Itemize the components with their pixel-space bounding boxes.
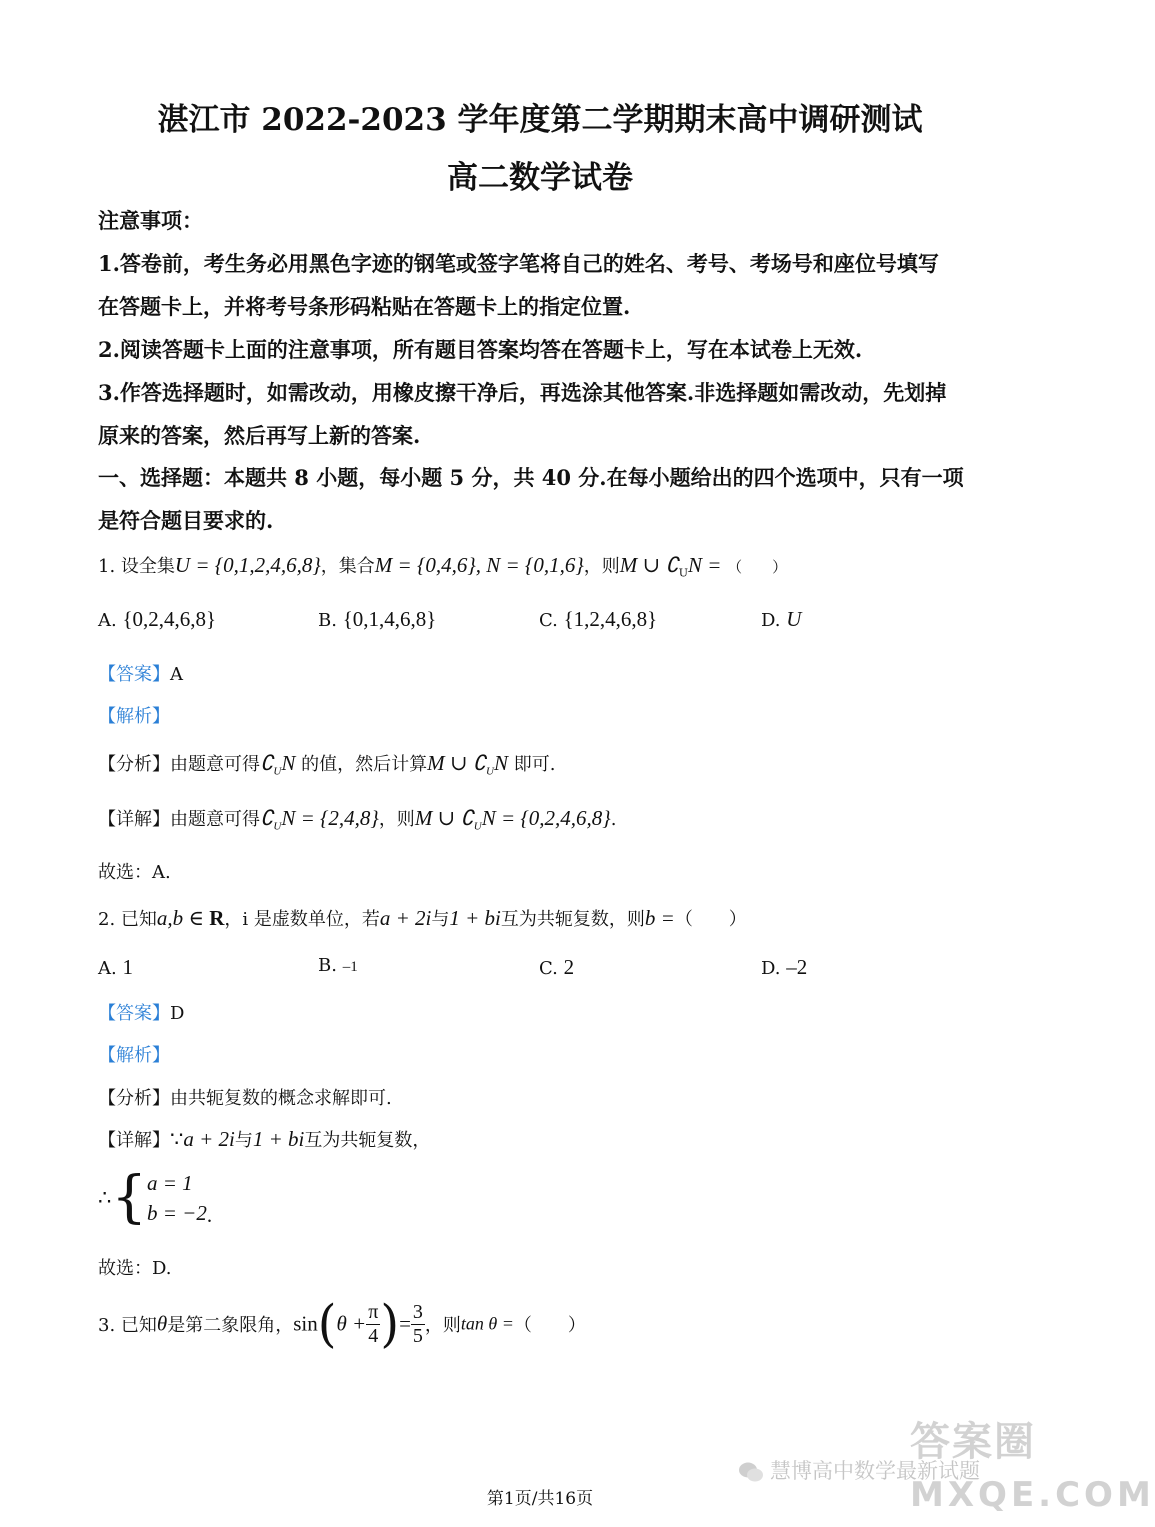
q2-fenxi: 【分析】由共轭复数的概念求解即可. (98, 1088, 392, 1109)
system-brace: { (111, 1165, 148, 1230)
notice-item-3a: 3.作答选择题时，如需改动，用橡皮擦干净后，再选涂其他答案.非选择题如需改动，先划掉 (98, 380, 947, 405)
q1-prefix: 1. 设全集 (98, 556, 175, 577)
pi-over-4: $\frac{\pi}{4}$ (368, 1300, 379, 1347)
q2-option-d-value: –2 (786, 955, 808, 979)
q1-answer (98, 660, 183, 686)
question-3: 3. 已知θ是第二象限角，sin(θ + $\frac{\pi}{4}$ )= $\frac{3}{5}$ ，则tan θ =（ ） (98, 1294, 586, 1354)
notice-item-1b: 在答题卡上，并将考号条形码粘贴在答题卡上的指定位置. (98, 294, 631, 319)
q1-option-d-value: U (786, 607, 802, 631)
q1-sets: M = {0,4,6}, N = {0,1,6} (374, 553, 584, 577)
q1-answer-value: A (170, 664, 183, 685)
notice-item-3b: 原来的答案，然后再写上新的答案. (98, 423, 421, 448)
question-1 (98, 552, 787, 580)
notice-item-2: 2.阅读答题卡上面的注意事项，所有题目答案均答在答题卡上，写在本试卷上无效. (98, 337, 863, 362)
q1-expr: M ∪ ∁ (619, 553, 679, 577)
q1-answer-paren: （ ） (727, 558, 788, 576)
q1-option-c-value: {1,2,4,6,8} (563, 607, 658, 631)
q1-mid: ，集合 (320, 556, 375, 577)
section-heading-a: 一、选择题：本题共 8 小题，每小题 5 分，共 40 分.在每小题给出的四个选项中，只有一项 (98, 465, 964, 490)
q2-option-a: A. 1 (98, 955, 133, 979)
q1-expr-tail: N = (687, 553, 722, 577)
q1-choice: 故选：A. (98, 862, 171, 883)
q2-option-c: C. 2 (539, 955, 575, 979)
q1-option-c: C. {1,2,4,6,8} (539, 607, 658, 631)
page-number: 第1页/共16页 (486, 1489, 594, 1509)
q2-option-a-value: 1 (122, 955, 133, 979)
watermark-text: 慧博高中数学最新试题 (738, 1455, 980, 1485)
q2-xiangjie: 【详解】∵a + 2i与1 + bi互为共轭复数， (98, 1127, 431, 1151)
wechat-icon (738, 1461, 764, 1483)
section-heading-b: 是符合题目要求的. (98, 508, 274, 533)
notice-heading: 注意事项： (98, 208, 203, 233)
q2-option-d: D. –2 (761, 955, 808, 979)
watermark-logo: 答案圈 MXQE.COM (910, 1419, 1155, 1515)
q2-option-c-value: 2 (563, 955, 575, 979)
exam-title: 湛江市 2022-2023 学年度第二学期期末高中调研测试 (157, 102, 923, 138)
q1-option-d: D. U (761, 607, 802, 631)
q2-choice: 故选：D. (98, 1258, 172, 1279)
q1-then: ，则 (583, 556, 620, 577)
q2-answer: 【答案】D (98, 1003, 185, 1024)
question-2: 2. 已知a,b ∈ R，i 是虚数单位，若a + 2i与1 + bi互为共轭复数，则b =（ ） (98, 906, 747, 930)
q2-option-b-value: –1 (342, 959, 358, 975)
q1-analysis-tag: 【解析】 (98, 706, 170, 727)
q1-option-a: A. {0,2,4,6,8} (98, 607, 217, 631)
q2-option-b: B. –1 (318, 955, 358, 976)
three-fifths: $\frac{3}{5}$ (412, 1300, 423, 1347)
q1-option-a-value: {0,2,4,6,8} (122, 607, 217, 631)
q1-xiangjie: 【详解】由题意可得$∁_UN = \{2,4,8\}$，则M ∪ $∁_UN = \{0,2,4,6,8\}$. (98, 806, 617, 833)
q2-system: ∴{ a = 1 b = −2 . (98, 1165, 213, 1230)
q1-option-b: B. {0,1,4,6,8} (318, 607, 437, 631)
q1-expr-sub: U (678, 566, 688, 580)
q1-answer-tag: 【答案】 (98, 664, 170, 685)
q1-universal-set: U = {0,1,2,4,6,8} (174, 553, 321, 577)
q2-analysis-tag: 【解析】 (98, 1045, 170, 1066)
q1-option-b-value: {0,1,4,6,8} (342, 607, 437, 631)
exam-subtitle: 高二数学试卷 (447, 160, 633, 196)
q1-fenxi: 【分析】由题意可得$∁_UN$ 的值，然后计算M ∪ $∁_UN$ 即可. (98, 751, 556, 778)
notice-item-1a: 1.答卷前，考生务必用黑色字迹的钢笔或签字笔将自己的姓名、考号、考场号和座位号填写 (98, 251, 939, 276)
